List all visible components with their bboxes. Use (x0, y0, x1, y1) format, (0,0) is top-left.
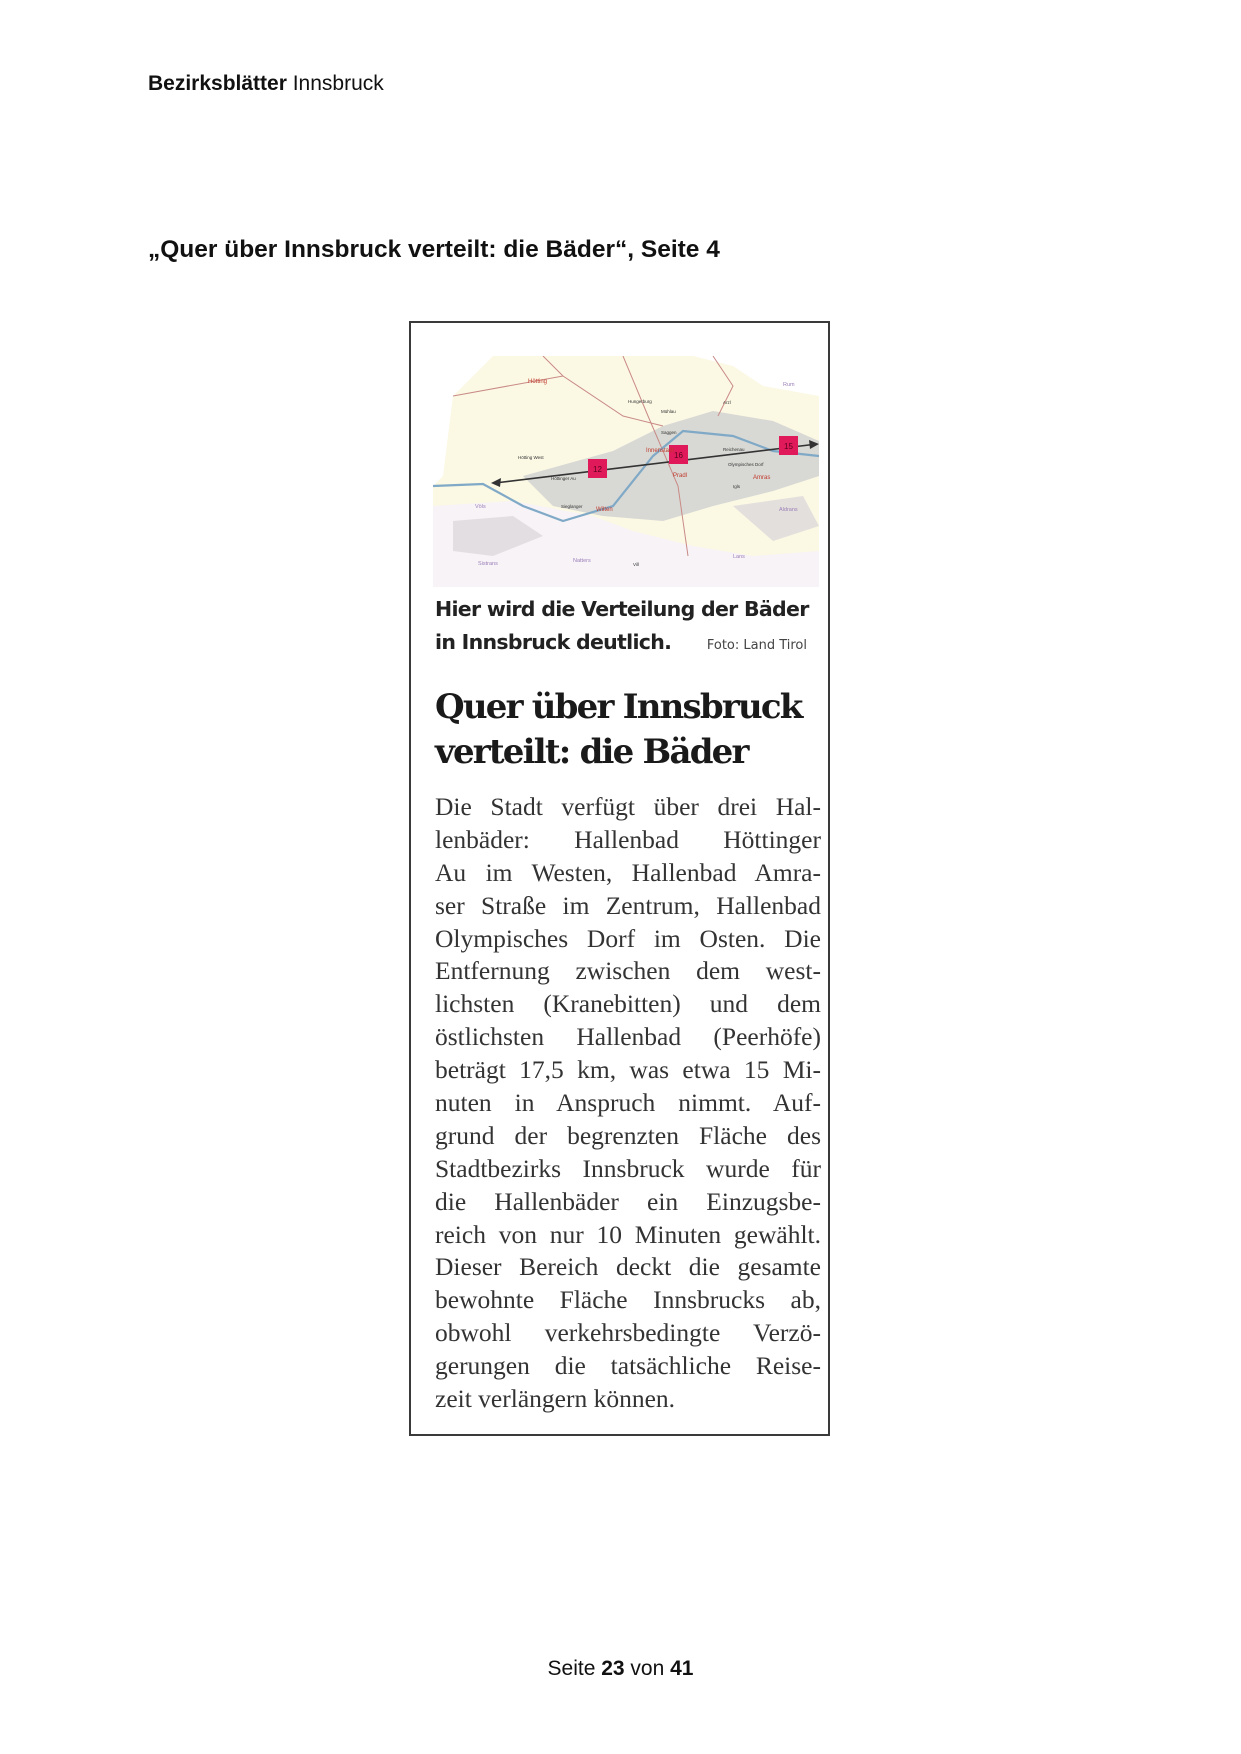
body-line: nuten in Anspruch nimmt. Auf- (435, 1088, 821, 1118)
current-page-number: 23 (601, 1657, 625, 1680)
body-line: Dieser Bereich deckt die gesamte (435, 1252, 821, 1282)
map-label: Sieglanger (561, 504, 583, 509)
body-line: Stadtbezirks Innsbruck wurde für (435, 1153, 821, 1183)
map-label: Amras (753, 475, 771, 481)
caption-line: Hier wird die Verteilung der Bäder (435, 597, 809, 621)
map-label: Innenstadt (646, 448, 675, 454)
map-label: Pradl (673, 473, 688, 479)
headline-line: Quer über Innsbruck (435, 687, 802, 727)
map-label: Vill (633, 562, 639, 567)
map-label: Natters (573, 558, 591, 564)
map-label: Aldrans (779, 507, 798, 513)
map-label: Olympisches Dorf (728, 462, 764, 467)
marker-label: 15 (784, 442, 793, 451)
map-label: Rum (783, 382, 795, 388)
body-line: reich von nur 10 Minuten gewählt. (435, 1219, 821, 1249)
innsbruck-map (433, 356, 819, 587)
map-label: Sistrans (478, 561, 498, 567)
article-headline (435, 685, 835, 775)
map-label: Höttinger Au (551, 476, 576, 481)
map-label: Völs (475, 504, 486, 510)
map-label: Hungerburg (628, 399, 652, 404)
body-line: grund der begrenzten Fläche des (435, 1120, 821, 1150)
map-caption (435, 593, 821, 659)
body-line: obwohl verkehrsbedingte Verzö- (435, 1318, 821, 1348)
body-line: bewohnte Fläche Innsbrucks ab, (435, 1285, 821, 1315)
map-label: Reichenau (723, 447, 745, 452)
page-footer (0, 1657, 1241, 1681)
body-line: die Hallenbäder ein Einzugsbe- (435, 1186, 821, 1216)
body-line: östlichsten Hallenbad (Peerhöfe) (435, 1022, 821, 1052)
map-label: Arzl (723, 400, 731, 405)
body-line: Entfernung zwischen dem west- (435, 956, 821, 986)
section-title: „Quer über Innsbruck verteilt: die Bäder“, Seite 4 (148, 236, 720, 263)
publication-region: Innsbruck (286, 72, 384, 95)
footer-prefix: Seite (547, 1657, 602, 1680)
bath-marker (588, 459, 607, 478)
bath-marker (779, 436, 798, 455)
newspaper-clipping (409, 321, 830, 1436)
map-label: Hötting West (518, 455, 544, 460)
body-line: Au im Westen, Hallenbad Amra- (435, 857, 821, 887)
photo-credit: Foto: Land Tirol (706, 638, 807, 653)
headline-line: verteilt: die Bäder (435, 732, 748, 772)
total-pages: 41 (670, 1657, 694, 1680)
caption-line: in Innsbruck deutlich. (435, 630, 672, 654)
map-label: Wilten (596, 507, 613, 513)
body-line: lichsten (Kranebitten) und dem (435, 989, 821, 1019)
marker-label: 12 (593, 465, 602, 474)
publication-name: Bezirksblätter (148, 72, 287, 95)
publication-header (148, 72, 384, 96)
map-label: Hötting (528, 379, 548, 385)
body-line: Olympisches Dorf im Osten. Die (435, 923, 821, 953)
map-label: Saggen (661, 430, 677, 435)
body-line: lenbäder: Hallenbad Höttinger (435, 824, 821, 854)
map-image (433, 356, 819, 587)
map-label: Igls (733, 484, 741, 489)
article-body (435, 791, 821, 1416)
body-line: beträgt 17,5 km, was etwa 15 Mi- (435, 1055, 821, 1085)
marker-label: 16 (674, 451, 683, 460)
body-line: gerungen die tatsächliche Reise- (435, 1351, 821, 1381)
footer-middle: von (624, 1657, 671, 1680)
body-line: Die Stadt verfügt über drei Hal- (435, 792, 821, 821)
map-label: Mühlau (661, 409, 676, 414)
body-line: zeit verlängern können. (435, 1384, 676, 1414)
body-line: ser Straße im Zentrum, Hallenbad (435, 890, 821, 920)
map-label: Lans (733, 554, 745, 560)
